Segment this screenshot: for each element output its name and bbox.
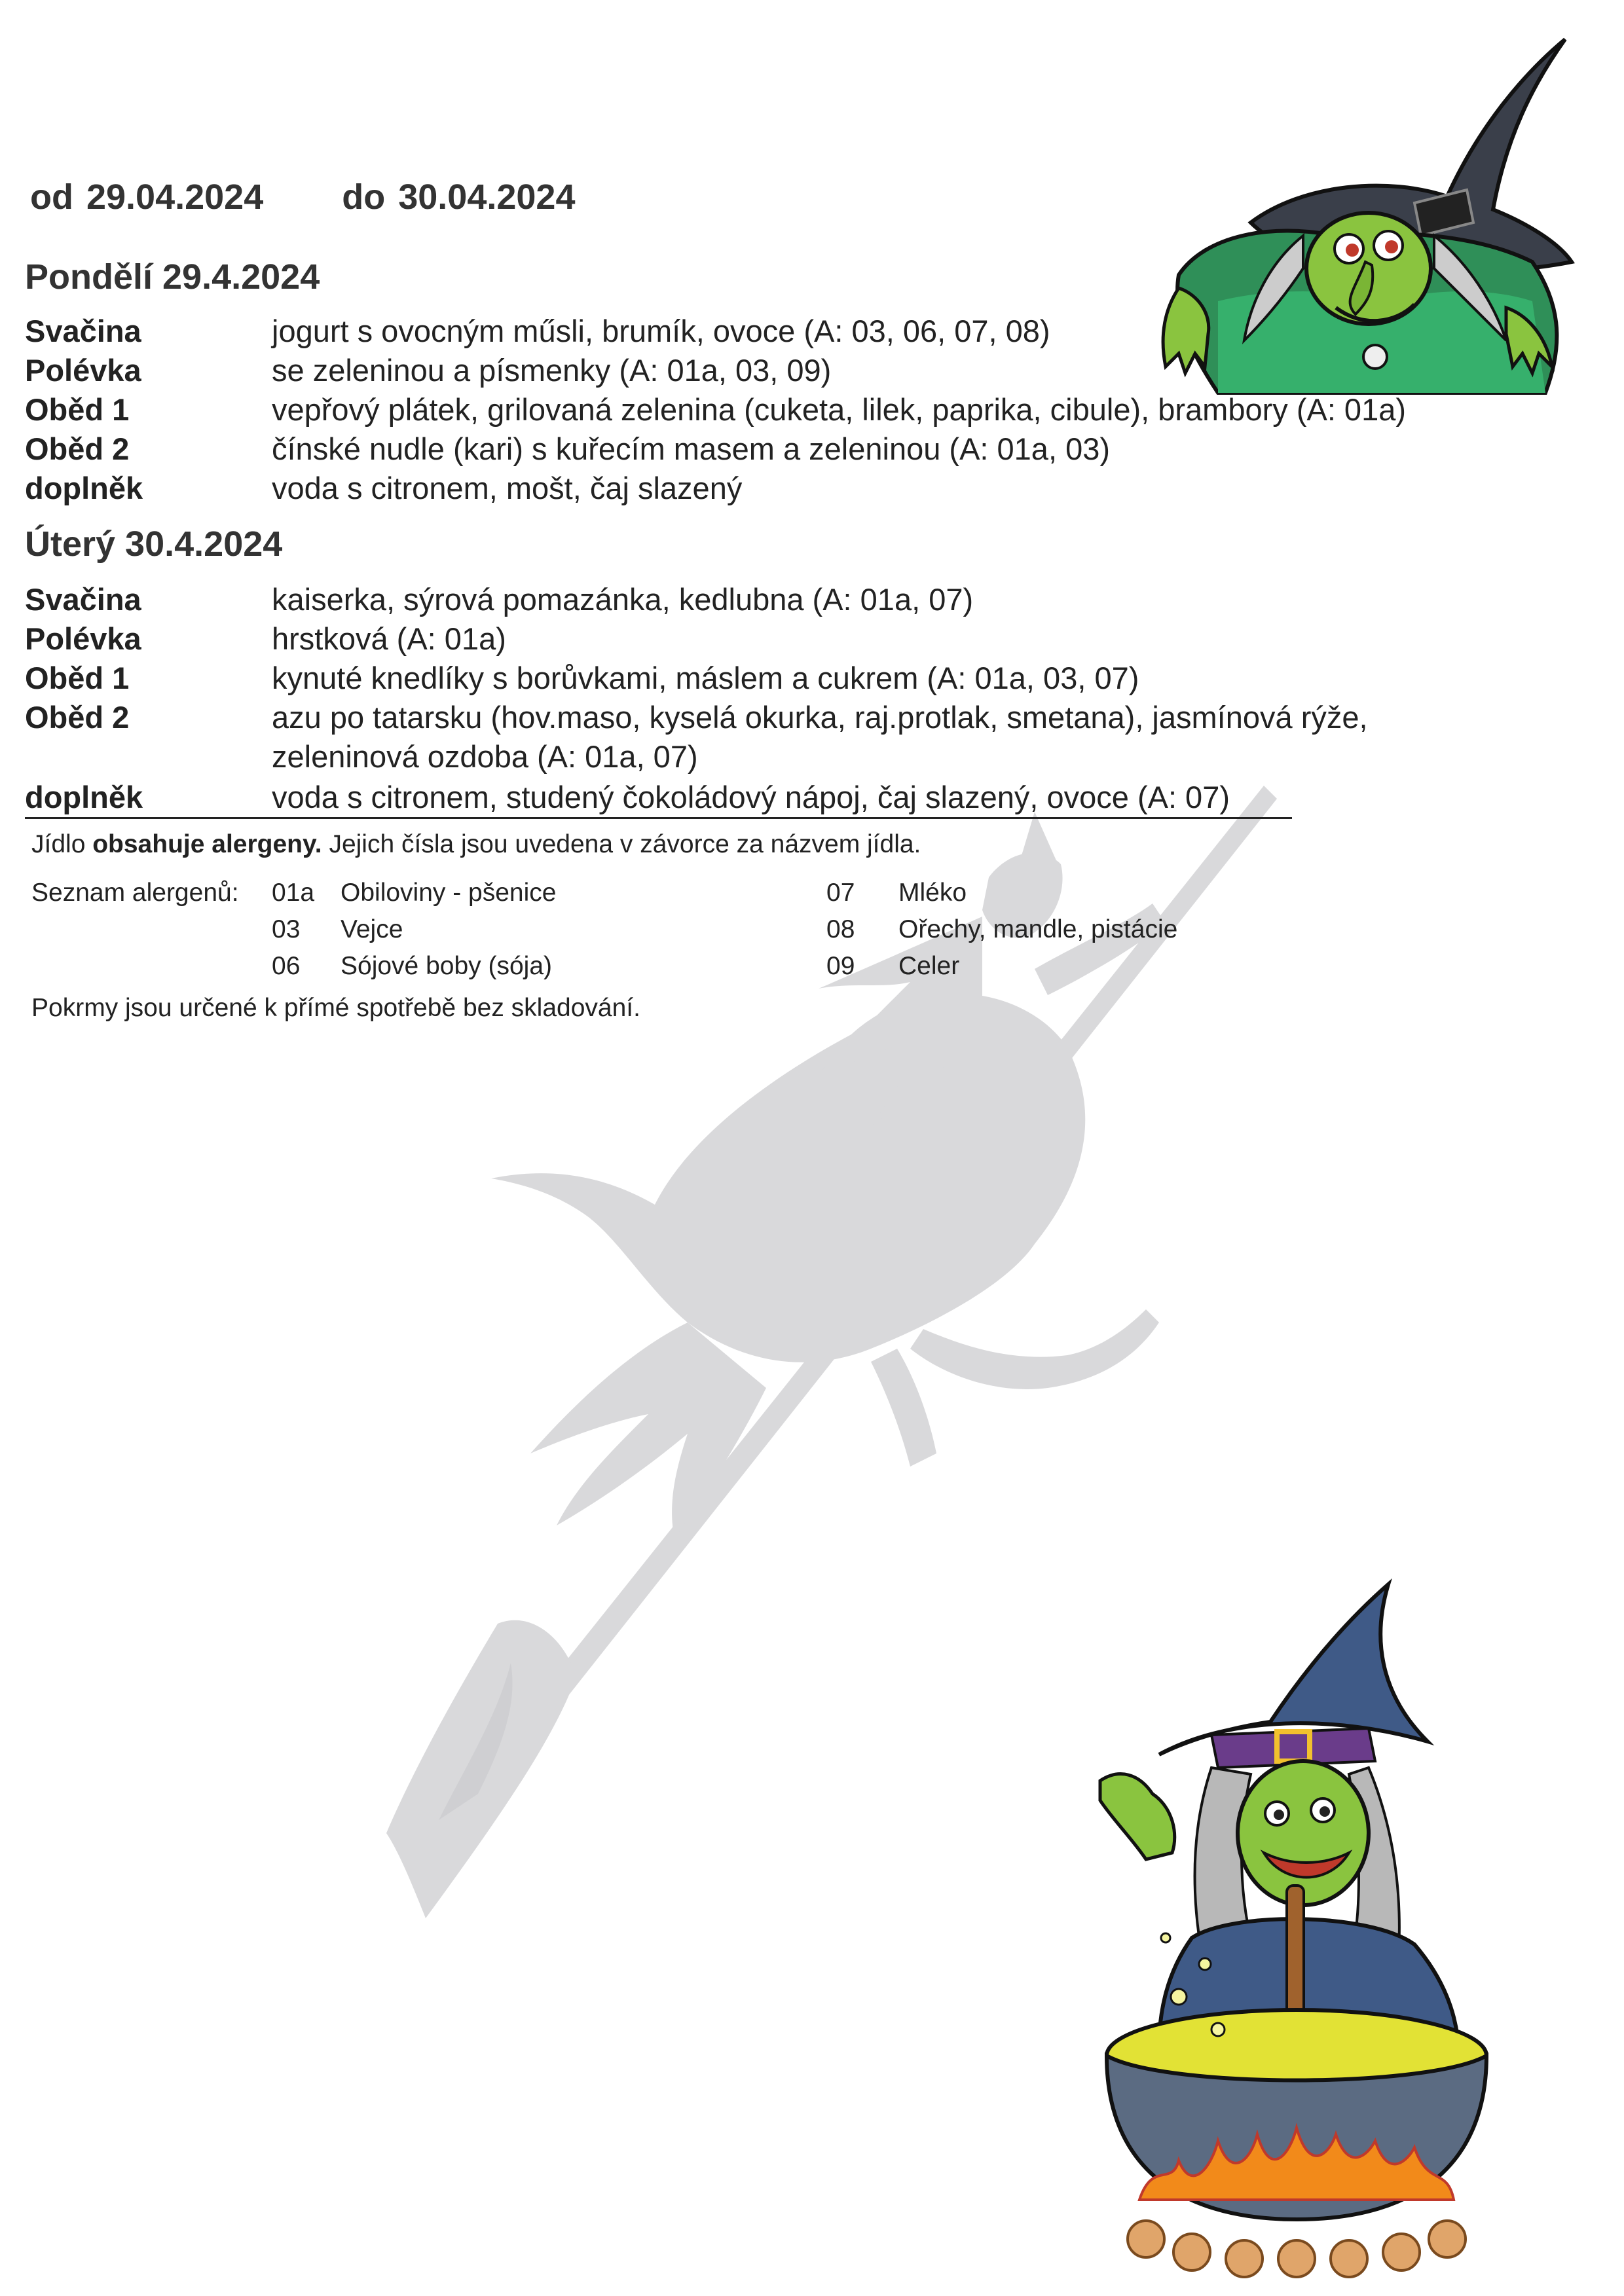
from-label: od (30, 177, 73, 217)
allergen-code: 03 (272, 915, 301, 943)
menu-row-label: Oběd 1 (25, 661, 130, 695)
from-date: 29.04.2024 (86, 177, 264, 217)
allergen-code: 07 (826, 879, 855, 907)
witch-cauldron-illustration (1061, 1571, 1572, 2278)
allergen-note-bold: obsahuje alergeny. (92, 830, 322, 858)
menu-row-text: kaiserka, sýrová pomazánka, kedlubna (A: 01a, 07) (272, 582, 974, 617)
to-label: do (342, 177, 386, 217)
allergen-name: Obiloviny - pšenice (341, 879, 557, 907)
menu-row-text: zeleninová ozdoba (A: 01a, 07) (272, 739, 698, 774)
allergen-note (31, 830, 921, 859)
menu-row-label: Polévka (25, 353, 141, 388)
witch-top-illustration (1139, 26, 1585, 406)
divider (25, 817, 1292, 819)
menu-row-label: Polévka (25, 621, 141, 656)
menu-row-text: vepřový plátek, grilovaná zelenina (cuketa, lilek, paprika, cibule), brambory (A: 01a) (272, 392, 1407, 427)
allergen-name: Celer (898, 952, 960, 980)
menu-row-text: čínské nudle (kari) s kuřecím masem a zeleninou (A: 01a, 03) (272, 431, 1110, 466)
allergen-name: Vejce (341, 915, 403, 943)
menu-row-text: kynuté knedlíky s borůvkami, máslem a cukrem (A: 01a, 03, 07) (272, 661, 1139, 695)
menu-row-text: se zeleninou a písmenky (A: 01a, 03, 09) (272, 353, 832, 388)
allergen-code: 08 (826, 915, 855, 943)
menu-row-label: Oběd 1 (25, 392, 130, 427)
menu-row-text: jogurt s ovocným műsli, brumík, ovoce (A: 03, 06, 07, 08) (272, 314, 1050, 348)
menu-row-label: doplněk (25, 471, 143, 505)
allergen-name: Mléko (898, 879, 967, 907)
menu-row-label: doplněk (25, 780, 143, 814)
day-title-tuesday: Úterý 30.4.2024 (25, 524, 283, 564)
menu-row-text: hrstková (A: 01a) (272, 621, 506, 656)
menu-row-text: voda s citronem, mošt, čaj slazený (272, 471, 743, 505)
allergen-note-prefix: Jídlo (31, 830, 93, 858)
menu-row-label: Oběd 2 (25, 431, 130, 466)
menu-row-label: Svačina (25, 314, 141, 348)
allergen-note-suffix: Jejich čísla jsou uvedena v závorce za názvem jídla. (322, 830, 921, 858)
allergen-name: Ořechy, mandle, pistácie (898, 915, 1178, 943)
day-title-monday: Pondělí 29.4.2024 (25, 257, 320, 297)
to-date: 30.04.2024 (398, 177, 576, 217)
allergen-code: 09 (826, 952, 855, 980)
date-range (30, 177, 576, 217)
allergen-name: Sójové boby (sója) (341, 952, 553, 980)
allergen-list-label: Seznam alergenů: (31, 879, 239, 907)
footer-note: Pokrmy jsou určené k přímé spotřebě bez skladování. (31, 994, 640, 1022)
allergen-code: 06 (272, 952, 301, 980)
menu-row-text: azu po tatarsku (hov.maso, kyselá okurka, raj.protlak, smetana), jasmínová rýže, (272, 700, 1368, 735)
allergen-code: 01a (272, 879, 315, 907)
menu-row-label: Oběd 2 (25, 700, 130, 735)
menu-row-text: voda s citronem, studený čokoládový nápoj, čaj slazený, ovoce (A: 07) (272, 780, 1230, 814)
menu-row-label: Svačina (25, 582, 141, 617)
